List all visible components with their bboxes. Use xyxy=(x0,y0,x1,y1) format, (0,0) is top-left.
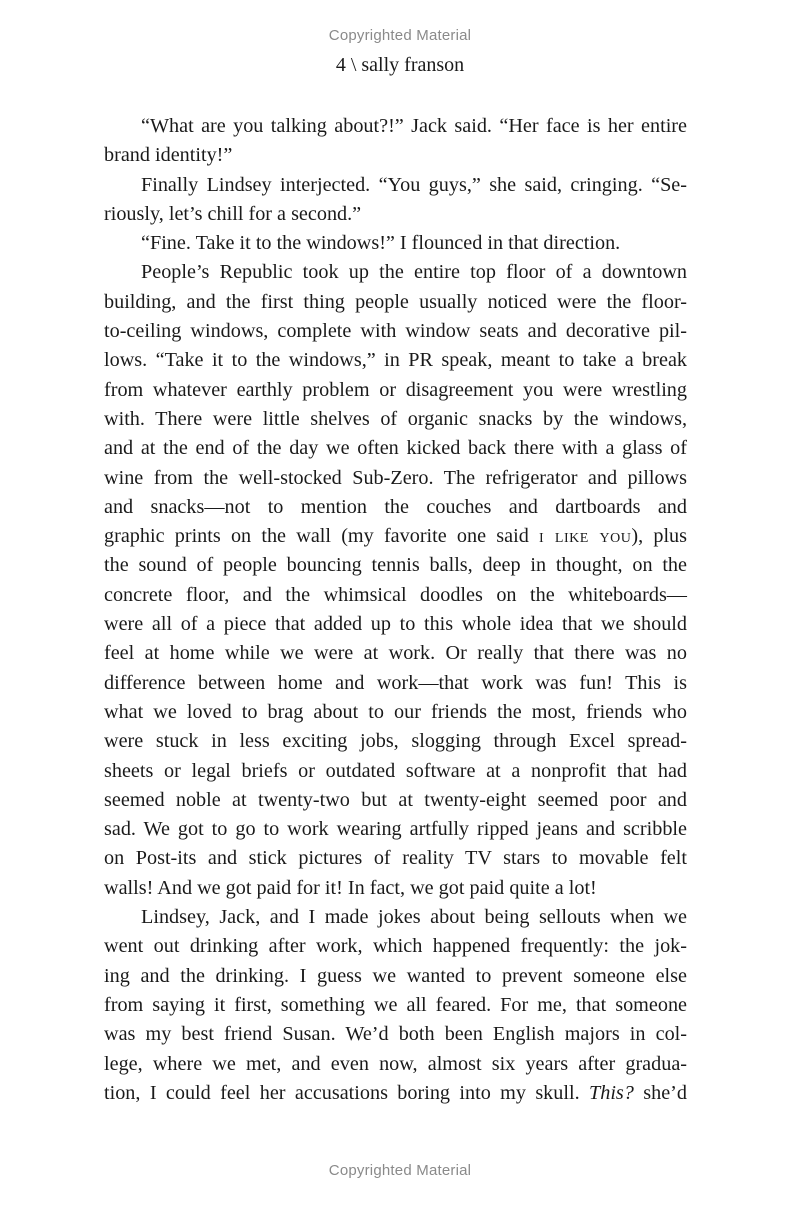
text-line: Finally Lindsey interjected. “You guys,” she said, cringing. “Se- xyxy=(141,173,687,196)
running-head xyxy=(0,54,800,77)
text-line: with. There were little shelves of organic snacks by the windows, xyxy=(104,407,687,430)
text-segment: tion, I could feel her accusations boring into my skull. xyxy=(104,1081,589,1104)
text-line: ing and the drinking. I guess we wanted to prevent someone else xyxy=(104,964,687,987)
text-line: seemed noble at twenty-two but at twenty-eight seemed poor and xyxy=(104,788,687,811)
text-line: wine from the well-stocked Sub-Zero. The refrigerator and pillows xyxy=(104,466,687,489)
text-line: and snacks—not to mention the couches and dartboards and xyxy=(104,495,687,518)
text-line: lege, where we met, and even now, almost six years after gradua- xyxy=(104,1052,687,1075)
text-line: sad. We got to go to work wearing artfully ripped jeans and scribble xyxy=(104,818,687,841)
text-line: were all of a piece that added up to this whole idea that we should xyxy=(104,613,687,636)
text-line: went out drinking after work, which happened frequently: the jok- xyxy=(104,935,687,958)
text-line: concrete floor, and the whimsical doodles on the whiteboards— xyxy=(104,583,687,606)
text-line: sheets or legal briefs or outdated software at a nonprofit that had xyxy=(104,759,687,782)
text-line-with-italic xyxy=(104,1079,687,1108)
text-line: feel at home while we were at work. Or really that there was no xyxy=(104,642,687,665)
text-line: building, and the first thing people usually noticed were the floor- xyxy=(104,290,687,313)
text-line: “What are you talking about?!” Jack said. “Her face is her entire xyxy=(141,115,687,137)
text-line: from saying it first, something we all feared. For me, that someone xyxy=(104,993,687,1016)
text-segment: she’d xyxy=(633,1081,687,1104)
text-line: riously, let’s chill for a second.” xyxy=(104,202,362,225)
text-line: “Fine. Take it to the windows!” I flounced in that direction. xyxy=(141,232,621,255)
author-name: sally franson xyxy=(361,54,465,76)
text-line: lows. “Take it to the windows,” in PR speak, meant to take a break xyxy=(104,349,687,372)
text-line: brand identity!” xyxy=(104,144,233,167)
text-line: the sound of people bouncing tennis balls, deep in thought, on the xyxy=(104,554,687,577)
text-line: Lindsey, Jack, and I made jokes about being sellouts when we xyxy=(141,906,687,929)
running-head-separator: \ xyxy=(350,54,357,76)
text-line: was my best friend Susan. We’d both been English majors in col- xyxy=(104,1023,687,1046)
text-line-with-small-caps xyxy=(104,522,687,551)
body-text xyxy=(104,112,687,1108)
text-line: what we loved to brag about to our friends the most, friends who xyxy=(104,700,687,723)
poster-text: i like you xyxy=(539,525,632,548)
text-line: on Post-its and stick pictures of reality TV stars to movable felt xyxy=(104,847,687,870)
text-line: from whatever earthly problem or disagreement you were wrestling xyxy=(104,378,687,401)
text-line: and at the end of the day we often kicked back there with a glass of xyxy=(104,437,687,460)
italic-word: This? xyxy=(589,1081,634,1104)
copyright-watermark-bottom: Copyrighted Material xyxy=(328,1162,472,1179)
text-line: to-ceiling windows, complete with window seats and decorative pil- xyxy=(104,320,687,343)
text-line: People’s Republic took up the entire top floor of a downtown xyxy=(141,261,687,284)
page-number: 4 xyxy=(335,54,346,76)
text-line: walls! And we got paid for it! In fact, we got paid quite a lot! xyxy=(104,876,597,899)
copyright-watermark-top: Copyrighted Material xyxy=(328,27,472,44)
text-line: difference between home and work—that work was fun! This is xyxy=(104,671,687,694)
text-segment: ), plus xyxy=(631,525,687,548)
text-segment: graphic prints on the wall (my favorite one said xyxy=(104,525,540,548)
text-line: were stuck in less exciting jobs, slogging through Excel spread- xyxy=(104,730,687,753)
